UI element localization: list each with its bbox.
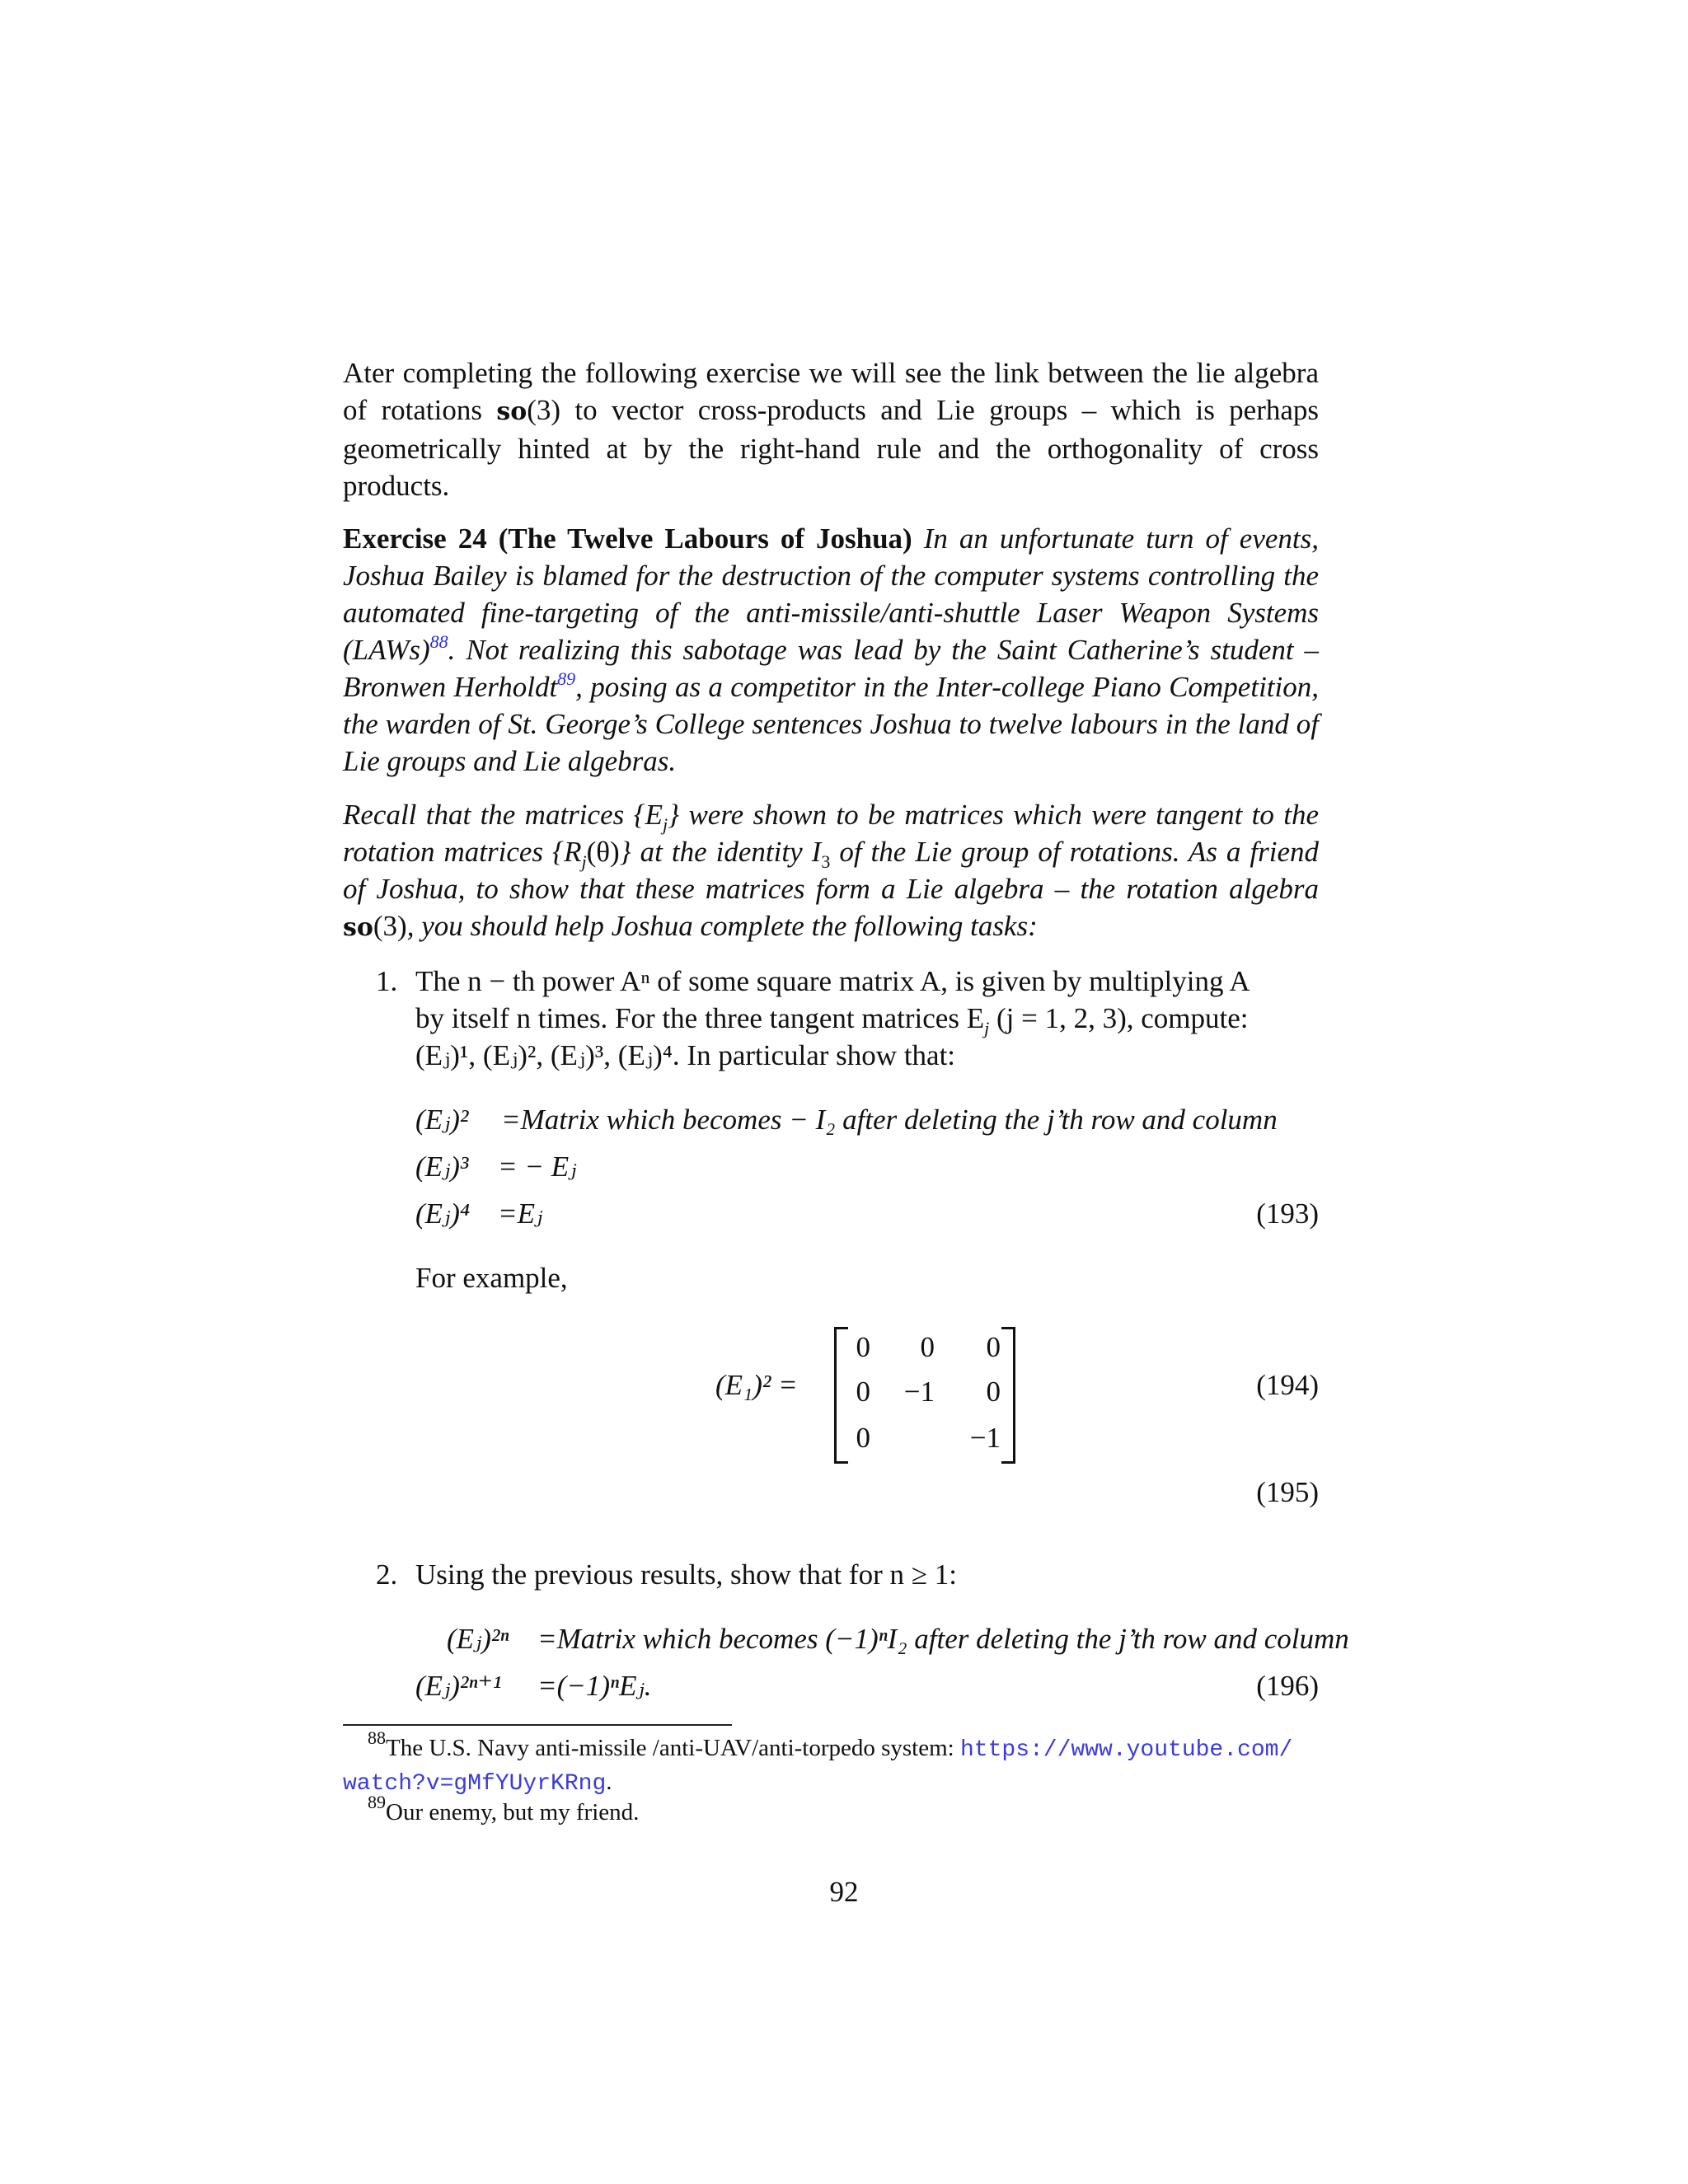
exercise-text-a: In an unfortunate turn of events, Joshua Bailey is blamed for the destruction of the computer systems controlling the automated fine-targeting of the anti-missile/anti-shuttle Laser Weapon Systems (LAWs): [343, 523, 1319, 666]
footnote-ref-89[interactable]: 89: [557, 668, 576, 689]
recall-text-c: } at the identity: [619, 836, 812, 868]
math-E: E: [645, 799, 663, 831]
matrix-cell: −1: [969, 1422, 1001, 1454]
item1-line2: [415, 1000, 1248, 1037]
so-argument: (3): [527, 394, 561, 426]
eq-ej-squared-rhs: =Matrix which becomes − I₂ after deleting the j’th row and column: [501, 1104, 1278, 1136]
exercise-paragraph: [343, 520, 1319, 780]
equation-number-193: (193): [1256, 1197, 1319, 1230]
matrix-cell: 0: [986, 1376, 1001, 1408]
eq-ej-2n1-rhs: =(−1)ⁿEⱼ.: [537, 1670, 652, 1702]
footnote-mark-89: 89: [368, 1792, 386, 1812]
footnote-ref-88[interactable]: 88: [429, 631, 448, 652]
math-sub-j: j: [581, 851, 587, 872]
matrix-cell: 0: [986, 1331, 1001, 1363]
equation-number-194: (194): [1256, 1369, 1319, 1401]
eq-ej-fourth-rhs: =Eⱼ: [498, 1197, 543, 1230]
item1-line1: The n − th power Aⁿ of some square matrix A, is given by multiplying A: [415, 965, 1250, 997]
math-sub-j: j: [984, 1018, 990, 1038]
page-number: 92: [829, 1876, 859, 1908]
footnote-88-text: The U.S. Navy anti-missile /anti-UAV/anti-torpedo system:: [386, 1735, 960, 1761]
intro-text-end: to vector cross-products and Lie groups – which is perhaps geometrically hinted at by the right-hand rule and the orthogonality of cross products.: [343, 394, 1320, 502]
matrix-cell: −1: [903, 1376, 935, 1408]
example-label: For example,: [415, 1262, 568, 1294]
matrix-cell: 0: [856, 1422, 870, 1454]
matrix-cell: 0: [856, 1376, 870, 1408]
exercise-text-b: . Not realizing this sabotage was lead by the Saint Catherine’s student – Bronwen Herholdt: [343, 634, 1319, 703]
so-symbol: so: [496, 397, 528, 426]
footnote-89-text: Our enemy, but my friend.: [386, 1799, 640, 1825]
exercise-text-c: , posing as a competitor in the Inter-college Piano Competition, the warden of St. George’s College sentences Joshua to twelve labours in the land of Lie groups and Lie algebras.: [343, 671, 1319, 777]
footnote-88: [343, 1727, 1319, 1800]
intro-paragraph: [343, 354, 1319, 504]
list-number-1: 1.: [376, 965, 398, 997]
recall-text-b: } were shown to be matrices which were tangent to the rotation matrices {: [343, 799, 1319, 868]
eq-ej-fourth-lhs: (Eⱼ)⁴: [415, 1197, 471, 1230]
so-symbol: so: [343, 913, 373, 942]
math-R: R: [564, 836, 582, 868]
matrix-cell: 0: [920, 1331, 935, 1363]
eq-ej-cubed-rhs: = − Eⱼ: [498, 1151, 577, 1183]
recall-text-e: , you should help Joshua complete the following tasks:: [406, 910, 1038, 942]
equation-number-196: (196): [1256, 1670, 1319, 1702]
eq-ej-2n1-lhs: (Eⱼ)²ⁿ⁺¹: [415, 1670, 502, 1702]
recall-text-d: of the Lie group of rotations. As a friend of Joshua, to show that these matrices form a Lie algebra – the rotation algebra: [343, 836, 1320, 905]
footnote-88-link-part1[interactable]: https://www.youtube.com/: [959, 1737, 1293, 1763]
equation-number-195: (195): [1256, 1476, 1319, 1508]
footnote-88-end: .: [606, 1769, 612, 1795]
eq-ej-cubed-lhs: (Eⱼ)³: [415, 1151, 469, 1183]
matrix-lhs: (E₁)² =: [715, 1369, 798, 1401]
eq-ej-2n-lhs: (Eⱼ)²ⁿ: [447, 1623, 509, 1655]
item1-line2-text-b: (j = 1, 2, 3), compute:: [989, 1002, 1249, 1034]
intro-text-start: Ater completing the following exercise we will see the link between the lie algebra of rotations: [343, 357, 1319, 426]
footnote-88-link-part2[interactable]: watch?v=gMfYUyrKRng: [343, 1771, 607, 1797]
matrix-cell: 0: [856, 1331, 870, 1363]
math-I: I: [811, 836, 822, 868]
footnote-rule: [343, 1724, 732, 1726]
math-theta: (θ): [586, 836, 620, 868]
eq-ej-2n-rhs: =Matrix which becomes (−1)ⁿI₂ after deleting the j’th row and column: [537, 1623, 1349, 1655]
math-sub-j: j: [662, 814, 668, 835]
math-sub-3: 3: [821, 851, 831, 872]
item1-line2-text: by itself n times. For the three tangent matrices E: [415, 1002, 985, 1034]
item1-line3: (Eⱼ)¹, (Eⱼ)², (Eⱼ)³, (Eⱼ)⁴. In particular show that:: [415, 1039, 956, 1071]
exercise-heading: Exercise 24 (The Twelve Labours of Joshua): [343, 523, 912, 555]
eq-ej-squared-lhs: (Eⱼ)²: [415, 1104, 469, 1136]
recall-paragraph: [343, 796, 1319, 946]
footnote-89: [343, 1792, 1319, 1828]
list-number-2: 2.: [376, 1558, 398, 1591]
item2-line1: Using the previous results, show that for n ≥ 1:: [415, 1558, 957, 1591]
recall-text-a: Recall that the matrices {: [343, 799, 645, 831]
footnote-mark-88: 88: [368, 1727, 386, 1748]
matrix-bracket-right: [1001, 1327, 1015, 1464]
matrix-e1-squared: [834, 1327, 1015, 1459]
so-argument: (3): [373, 910, 407, 942]
